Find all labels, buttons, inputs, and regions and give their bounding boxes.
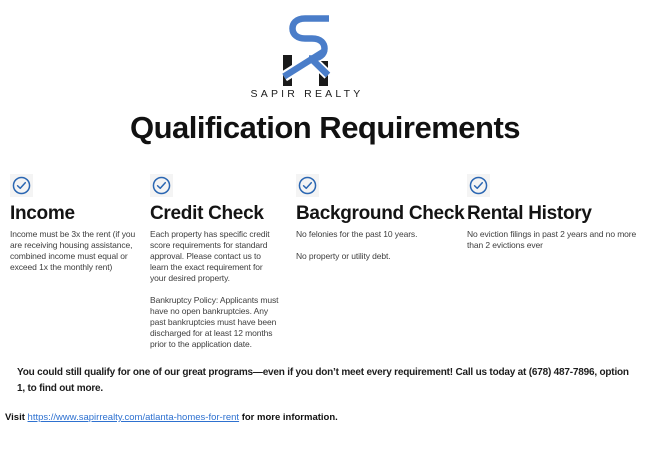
requirement-column-rental-history [467,174,647,262]
requirement-text: Income must be 3x the rent (if you are receiving housing assistance, combined income must equal or exceed 1x the monthly rent) [10,229,136,272]
sapir-realty-logo-icon [278,14,336,86]
requirement-title: Credit Check [150,203,264,224]
check-circle-icon [10,174,33,197]
info-suffix: for more information. [239,412,338,423]
requirement-text: Bankruptcy Policy: Applicants must have no open bankruptcies. Any past bankruptcies must have been discharged for at least 12 months prior to the application date. [150,295,279,349]
requirement-text: No felonies for the past 10 years. [296,229,418,239]
requirement-column-credit-check [150,174,280,361]
website-link[interactable]: https://www.sapirrealty.com/atlanta-homes-for-rent [27,412,240,423]
requirement-text: No eviction filings in past 2 years and no more than 2 evictions ever [467,229,637,250]
requirement-title: Income [10,203,75,224]
requirement-column-income [10,174,144,284]
check-circle-icon [296,174,319,197]
requirement-title: Rental History [467,203,592,224]
brand-logo-block [247,14,367,100]
requirement-text: Each property has specific credit score requirements for standard approval. Please contact us to learn the exact requirement for your desired property. [150,229,270,283]
check-circle-icon [150,174,173,197]
requirement-column-background-check [296,174,464,273]
page-title: Qualification Requirements [129,110,521,145]
requirement-title: Background Check [296,203,465,224]
info-prefix: Visit [5,412,28,423]
check-circle-icon [467,174,490,197]
requirement-text: No property or utility debt. [296,251,391,261]
brand-name: SAPIR REALTY [250,88,364,100]
more-info-line [5,412,338,423]
qualify-callout-text: You could still qualify for one of our great programs—even if you don’t meet every requirement! Call us today at (678) 487-7896, option 1, to find out more. [17,367,629,394]
